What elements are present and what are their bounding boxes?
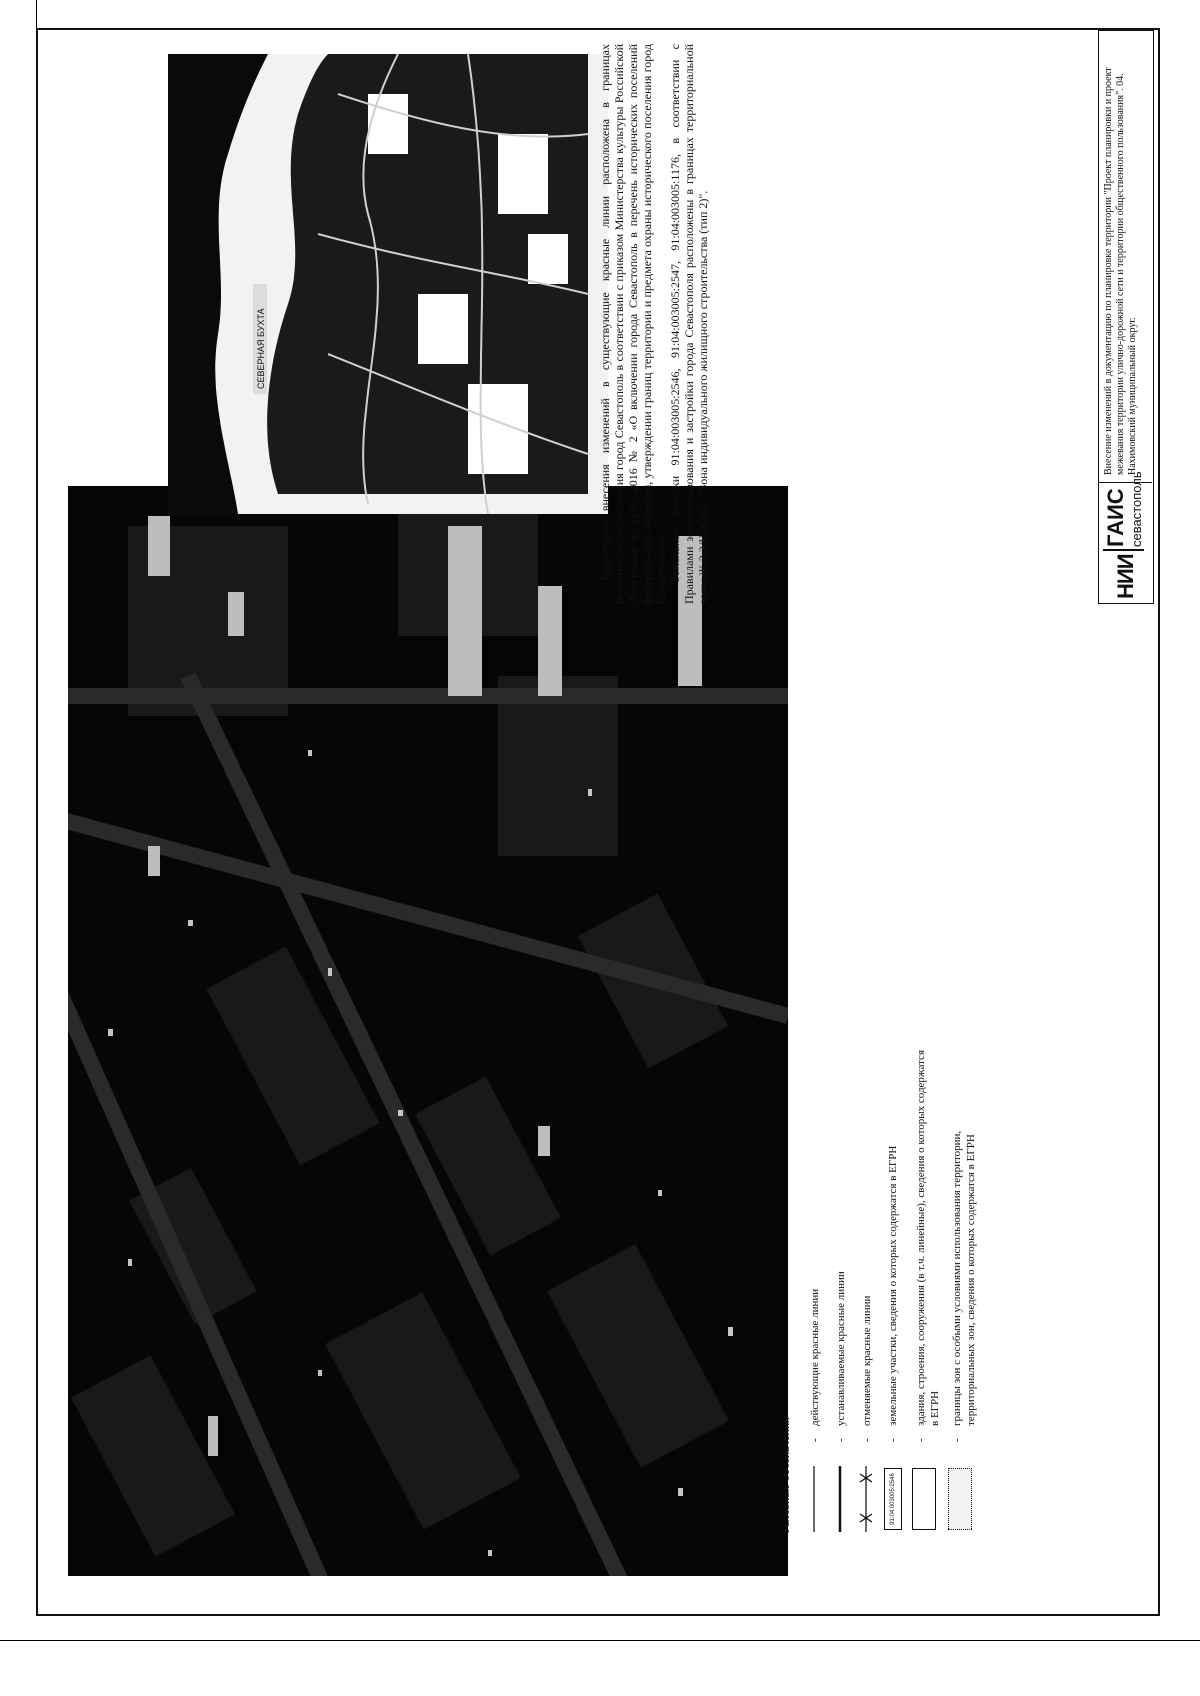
legend-label: границы зон с особыми условиями использования территории, территориальных зон, сведения о которых содержатся в ЕГРН [951,1130,977,1426]
parcel-box-symbol [882,1464,912,1534]
zone-box-symbol [946,1464,976,1534]
title-block-text: Внесение изменений в документацию по планировке территории "Проект планировки и проект межевания территории улично-дорожной сети и территории общественного пользования". 04. Нахимовский муниципальный округ. [1103,67,1138,475]
legend-label: здания, строения, сооружения (в т.ч. линейные), сведения о которых содержатся в ЕГРН [915,1050,941,1426]
legend-row-zones [946,1054,978,1534]
drawing-frame [36,28,1160,1616]
legend-row-buildings [910,1050,942,1534]
left-binding-line [36,0,37,28]
legend-dash: - [887,1438,899,1442]
legend-dash: - [835,1438,847,1442]
description-paragraph-2: Земельные участки 91:04:003005:2546, 91:04:003005:2547, 91:04:003005:1176, в соответствии с Правилами землепользования и застройки города Севастополя расположены в границах территориальной зоны Ж-2.2/Н/Ж3/21 "Зона индивидуального жилищного строительства (тип 2)". [668,44,710,604]
description-text [598,44,710,604]
logo-gais-text: ГАИС [1103,488,1129,551]
legend-label: земельные участки, сведения о которых содержатся в ЕГРН [887,1145,899,1426]
logo-city-text: севастополь [1129,471,1144,551]
parcel-sample-label: 91:04:003005:2546 [884,1468,902,1530]
map-legend [778,1050,998,1534]
aerial-photo [68,486,788,1576]
aerial-photo-texture [68,486,788,1576]
legend-dash: - [915,1438,927,1442]
bottom-page-line [0,1640,1200,1641]
building-box-symbol [910,1464,940,1534]
city-map-drawing [168,54,608,514]
legend-label: действующие красные линии [809,1288,821,1426]
bay-label: СЕВЕРНАЯ БУХТА [256,308,266,389]
logo-nii-text: НИИ [1113,554,1138,599]
rotated-sheet [38,30,1158,1614]
description-paragraph-1: Территория внесения изменений в существующие красные линии расположена в границах исторического поселения город Севастополь в соответствии с приказом Министерства культуры Российской Федерации от 11.01 2016 № 2 «О включении города Севастополь в перечень исторических поселений федерального значения, утверждении границ территории и предмета охраны исторического поселения город Севастополь». [598,44,668,604]
legend-dash: - [951,1438,963,1442]
legend-label: отменяемые красные линии [861,1295,873,1426]
legend-dash: - [809,1438,821,1442]
legend-dash: - [861,1438,873,1442]
nii-gais-logo [1099,471,1152,603]
title-block [1098,30,1154,604]
city-overview-map [168,54,608,514]
legend-label: устанавливаемые красные линии [835,1271,847,1426]
legend-title: Условные обозначения [778,1417,792,1534]
legend-row-parcels [882,1054,912,1534]
